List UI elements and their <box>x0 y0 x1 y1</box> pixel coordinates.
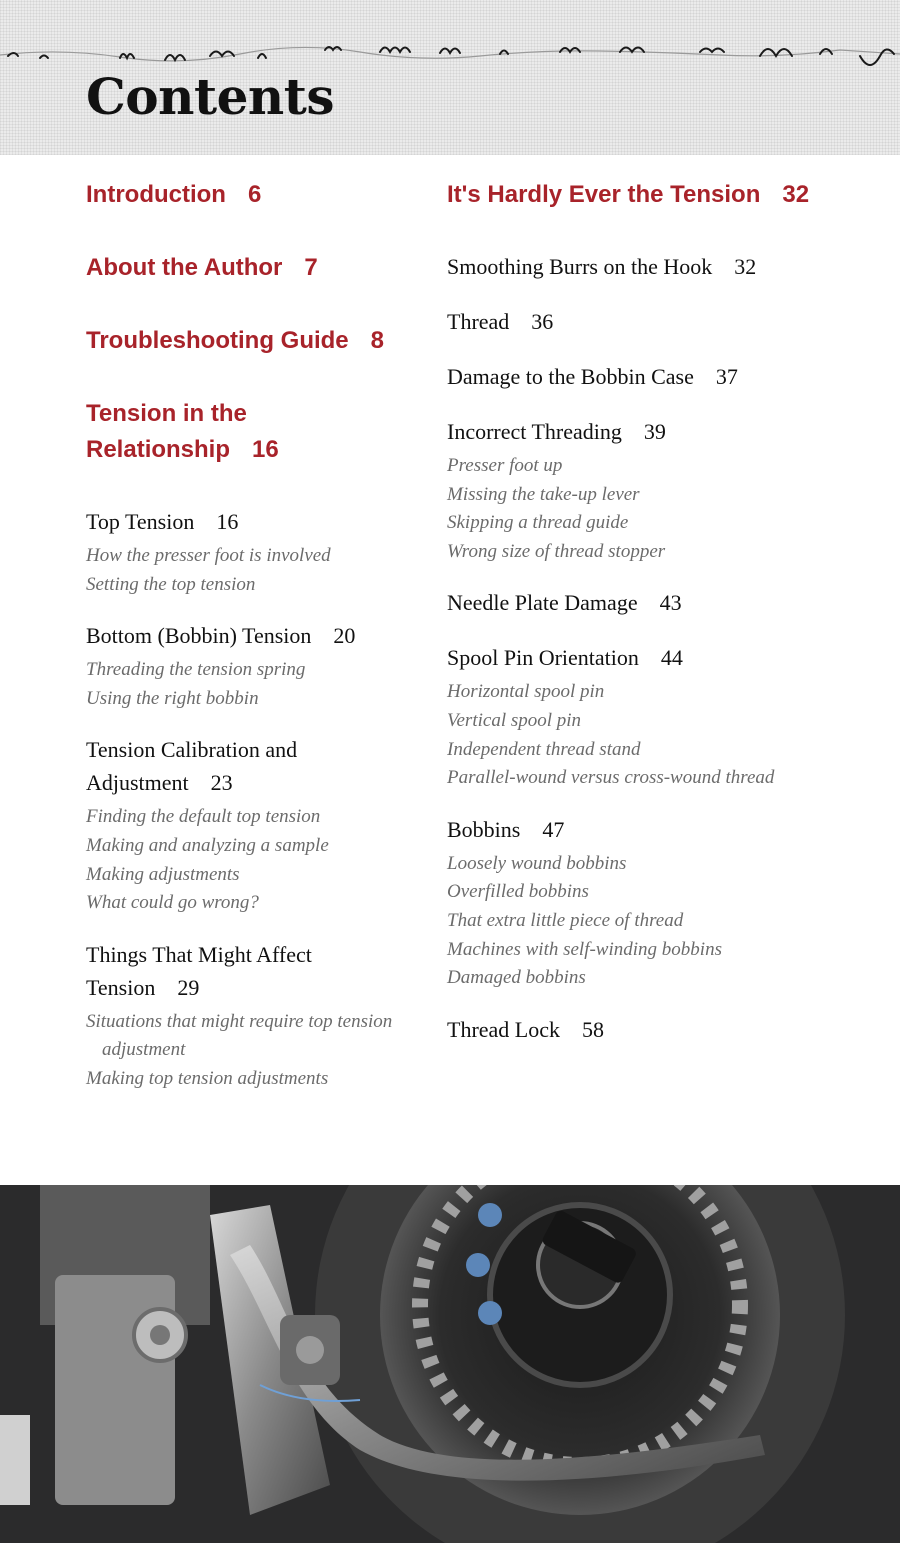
toc-left-column <box>86 177 421 1114</box>
toc-entry <box>447 250 847 283</box>
toc-page-number: 7 <box>304 254 318 281</box>
toc-entry-title: Troubleshooting Guide <box>86 327 349 354</box>
toc-subtopic-list <box>86 1008 421 1094</box>
toc-entry <box>447 586 847 619</box>
toc-subtopic-list <box>447 452 847 566</box>
toc-subtopic: Damaged bobbins <box>447 967 586 989</box>
toc-entry-title: Bottom (Bobbin) Tension <box>86 623 312 649</box>
toc-entry <box>447 641 847 674</box>
toc-entry-title: Damage to the Bobbin Case <box>447 364 694 389</box>
toc-entry-title: Spool Pin Orientation <box>447 645 639 671</box>
toc-subtopic: Horizontal spool pin <box>447 681 605 703</box>
toc-entry <box>86 619 421 652</box>
toc-subtopic-list <box>86 803 421 917</box>
toc-subtopic: Machines with self-winding bobbins <box>447 938 722 960</box>
toc-page-number: 43 <box>659 590 682 616</box>
toc-subtopic: Loosely wound bobbins <box>447 852 627 874</box>
toc-subtopic: What could go wrong? <box>86 892 259 914</box>
toc-entry <box>447 305 847 338</box>
toc-page-number: 8 <box>370 327 385 354</box>
toc-entry-title: Introduction <box>86 181 226 208</box>
toc-subtopic-list <box>447 678 847 792</box>
sewing-machine-photo <box>0 1185 900 1543</box>
toc-entry <box>86 938 421 1004</box>
toc-subtopic: Parallel-wound versus cross-wound thread <box>447 767 775 789</box>
toc-section-heading <box>86 323 421 359</box>
toc-page-number: 44 <box>660 645 683 671</box>
page-title: Contents <box>86 67 335 126</box>
toc-page-number: 37 <box>715 364 738 389</box>
toc-subtopic-list <box>86 542 421 599</box>
toc-section-heading <box>447 177 847 213</box>
toc-entry <box>86 733 421 799</box>
toc-entry-title: Tension Calibration and Adjustment <box>86 737 298 796</box>
toc-entry-title: Top Tension <box>86 509 195 534</box>
toc-entry-title: Smoothing Burrs on the Hook <box>447 254 713 279</box>
toc-section-heading <box>86 250 421 286</box>
toc-page-number: 36 <box>531 309 554 334</box>
toc-entry <box>86 505 421 538</box>
toc-section-heading <box>86 396 421 468</box>
toc-page-number: 16 <box>216 509 239 534</box>
toc-page-number: 32 <box>782 181 810 208</box>
toc-subtopic: Making and analyzing a sample <box>86 834 329 856</box>
toc-page-number: 47 <box>542 816 565 842</box>
toc-subtopic: Missing the take-up lever <box>447 483 640 505</box>
toc-subtopic: Skipping a thread guide <box>447 512 629 534</box>
toc-page-number: 58 <box>582 1016 604 1042</box>
toc-subtopic: Independent thread stand <box>447 738 641 760</box>
toc-page-number: 32 <box>734 254 757 279</box>
toc-page-number: 20 <box>333 623 356 649</box>
toc-right-column <box>447 177 847 1068</box>
toc-entry-title: It's Hardly Ever the Tension <box>447 181 761 208</box>
bobbin-hook-icon <box>0 1185 900 1543</box>
header-banner <box>0 0 900 155</box>
toc-subtopic-list <box>86 656 421 713</box>
toc-page-number: 23 <box>210 770 233 796</box>
toc-subtopic: Finding the default top tension <box>86 806 321 828</box>
toc-entry-title: Needle Plate Damage <box>447 590 638 616</box>
toc-page-number: 39 <box>643 419 666 444</box>
toc-subtopic: Wrong size of thread stopper <box>447 540 666 562</box>
toc-entry <box>447 1013 847 1046</box>
toc-subtopic: Setting the top tension <box>86 573 256 595</box>
toc-entry-title: Thread <box>447 309 510 334</box>
toc-subtopic: Vertical spool pin <box>447 709 582 731</box>
toc-section-heading <box>86 177 421 213</box>
toc-entry <box>447 813 847 846</box>
toc-entry <box>447 360 847 393</box>
toc-entry-title: About the Author <box>86 254 283 281</box>
toc-subtopic: That extra little piece of thread <box>447 909 684 931</box>
toc-subtopic: Threading the tension spring <box>86 659 306 681</box>
toc-subtopic: How the presser foot is involved <box>86 545 331 566</box>
toc-entry-title: Bobbins <box>447 816 521 842</box>
toc-entry-title: Tension in the Relationship <box>86 400 247 463</box>
toc-subtopic: Situations that might require top tension adjustment <box>86 1010 393 1061</box>
toc-subtopic: Presser foot up <box>447 455 563 476</box>
toc-entry <box>447 415 847 448</box>
toc-subtopic: Overfilled bobbins <box>447 881 589 903</box>
toc-entry-title: Things That Might Affect Tension <box>86 941 312 1000</box>
toc-subtopic-list <box>447 850 847 993</box>
toc-subtopic: Making top tension adjustments <box>86 1067 329 1089</box>
toc-entry-title: Thread Lock <box>447 1016 560 1042</box>
toc-subtopic: Making adjustments <box>86 863 240 885</box>
toc-page-number: 16 <box>252 436 279 463</box>
toc-subtopic: Using the right bobbin <box>86 687 259 709</box>
toc-page-number: 6 <box>247 181 262 208</box>
toc-entry-title: Incorrect Threading <box>447 419 622 444</box>
toc-page-number: 29 <box>177 974 200 1000</box>
